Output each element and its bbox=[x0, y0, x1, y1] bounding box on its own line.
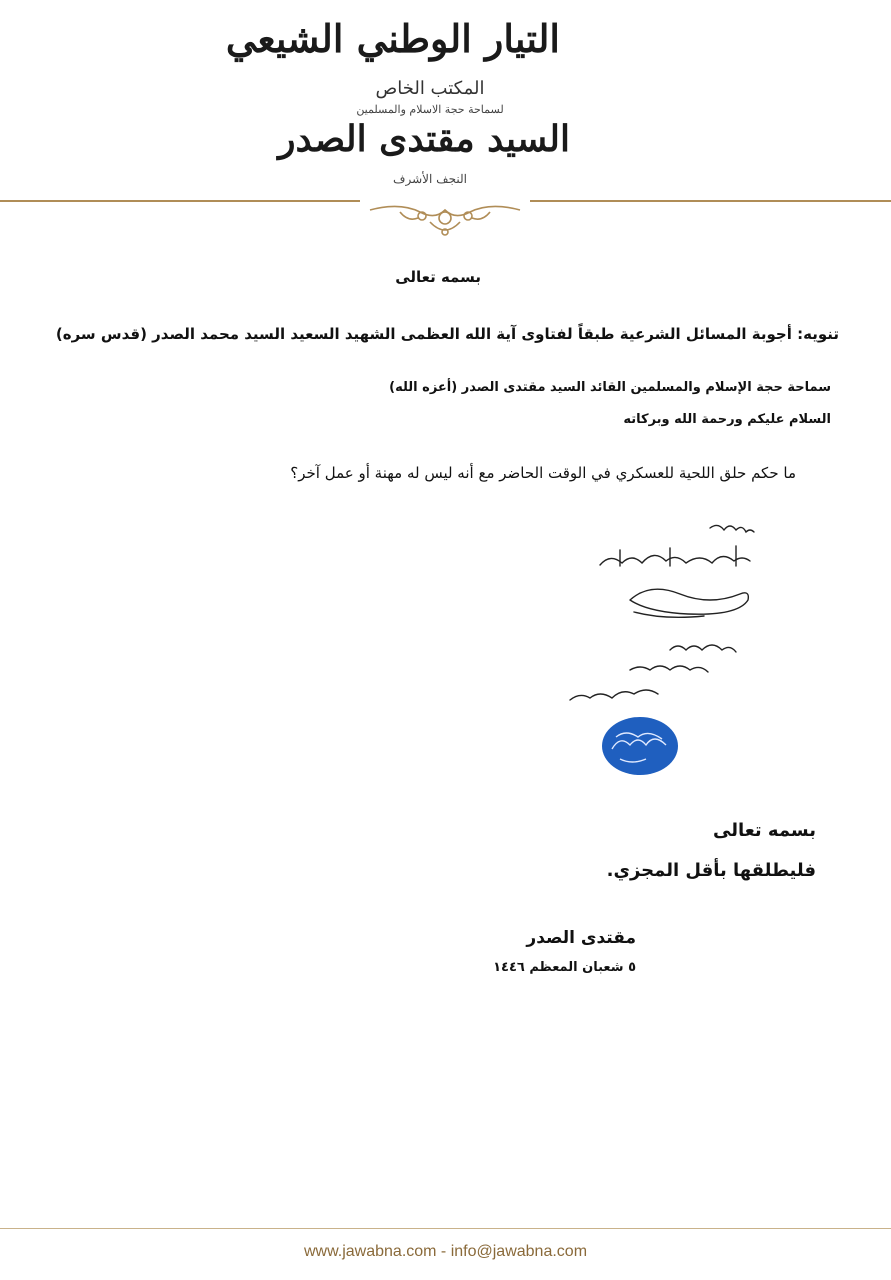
greeting-line: السلام عليكم ورحمة الله وبركاته bbox=[623, 412, 831, 427]
footer-contact: www.jawabna.com - info@jawabna.com bbox=[303, 1243, 588, 1260]
handwritten-answer-signature bbox=[560, 510, 800, 710]
footer-divider bbox=[0, 1228, 891, 1229]
answer-basmala: بسمه تعالى bbox=[713, 820, 816, 841]
seal-stamp-icon bbox=[600, 715, 680, 777]
answer-date: ٥ شعبان المعظم ١٤٤٦ bbox=[493, 960, 636, 975]
question-text: ما حكم حلق اللحية للعسكري في الوقت الحاضر مع أنه ليس له مهنة أو عمل آخر؟ bbox=[290, 464, 796, 482]
ornament-icon bbox=[360, 198, 530, 240]
basmala-heading: بسمه تعالى bbox=[395, 268, 481, 286]
letterhead-name: السيد مقتدى الصدر bbox=[278, 118, 570, 160]
signatory-name: مقتدى الصدر bbox=[526, 928, 636, 948]
addressee-line: سماحة حجة الإسلام والمسلمين القائد السيد مقتدى الصدر (أعزه الله) bbox=[389, 380, 831, 395]
letterhead-office: المكتب الخاص bbox=[375, 78, 485, 99]
notice-line: تنويه: أجوبة المسائل الشرعية طبقاً لفتاوى آية الله العظمى الشهيد السعيد السيد محمد الصدر (قدس سره) bbox=[55, 325, 839, 343]
letterhead-honorific: لسماحة حجة الاسلام والمسلمين bbox=[356, 103, 504, 116]
letterhead-movement-title: التيار الوطني الشيعي bbox=[225, 16, 560, 61]
answer-text: فليطلقها بأقل المجزي. bbox=[606, 860, 816, 881]
letterhead-city: النجف الأشرف bbox=[393, 172, 467, 186]
